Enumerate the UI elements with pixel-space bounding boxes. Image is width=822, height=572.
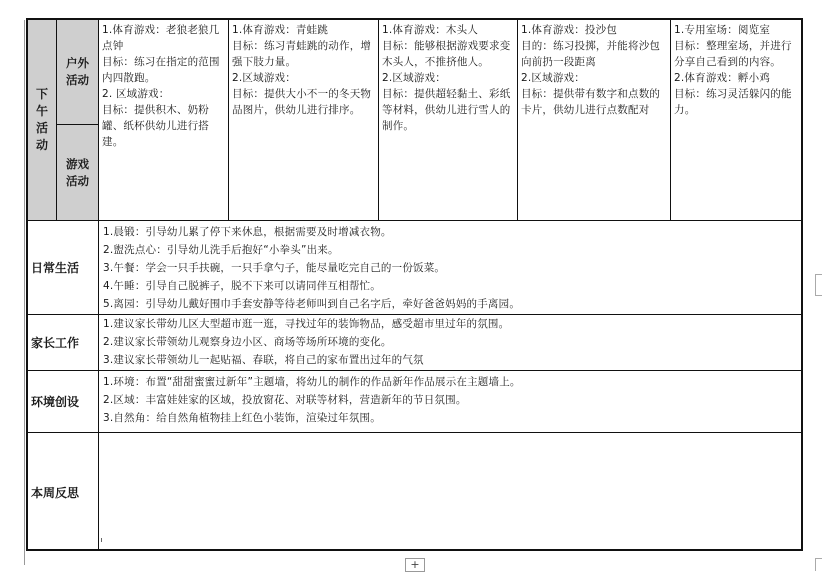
daily-life-item: 5.离园：引导幼儿戴好围巾手套安静等待老师叫到自己名字后，牵好爸爸妈妈的手离园。 xyxy=(103,298,521,310)
game-activities-header: 游戏 活动 xyxy=(56,124,98,220)
daily-life-item: 2.盥洗点心：引导幼儿洗手后抱好“小拳头”出来。 xyxy=(103,244,339,256)
reflection-content[interactable] xyxy=(98,432,803,551)
scroll-edge-marker xyxy=(815,274,822,296)
parent-work-item: 2.建议家长带领幼儿观察身边小区、商场等场所环境的变化。 xyxy=(103,336,392,348)
parent-work-content[interactable] xyxy=(98,314,803,370)
weekly-plan-table xyxy=(26,18,803,551)
afternoon-activities-header: 下 午 活 动 xyxy=(28,20,56,220)
daily-life-item: 4.午睡：引导自己脱裤子，脱不下来可以请同伴互相帮忙。 xyxy=(103,280,381,292)
reflection-header: 本周反思 xyxy=(28,432,98,551)
environment-item: 1.环境：布置“甜甜蜜蜜过新年”主题墙，将幼儿的制作的作品新年作品展示在主题墙上。 xyxy=(103,376,521,388)
afternoon-day-1-cell[interactable]: 1.体育游戏：老狼老狼几点钟 目标：练习在指定的范围内四散跑。 2. 区域游戏： 目标：提供积木、奶粉罐、纸杯供幼儿进行搭建。 xyxy=(98,20,228,220)
afternoon-day-3-cell[interactable]: 1.体育游戏：木头人 目标：能够根据游戏要求变木头人，不推挤他人。 2.区域游戏： 目标：提供超轻黏土、彩纸等材料，供幼儿进行雪人的制作。 xyxy=(378,20,517,220)
daily-life-item: 1.晨锻：引导幼儿累了停下来休息，根据需要及时增减衣物。 xyxy=(103,226,392,238)
page-corner-marker xyxy=(815,558,822,571)
afternoon-day-2-cell[interactable]: 1.体育游戏：青蛙跳 目标：练习青蛙跳的动作，增强下肢力量。 2.区域游戏： 目标：提供大小不一的冬天物品图片，供幼儿进行排序。 xyxy=(228,20,378,220)
outdoor-activities-header: 户外 活动 xyxy=(56,20,98,124)
environment-item: 2.区域：丰富娃娃家的区域，投放窗花、对联等材料，营造新年的节日氛围。 xyxy=(103,394,467,406)
page-margin-line xyxy=(24,20,25,565)
add-row-button[interactable]: + xyxy=(405,558,425,572)
afternoon-day-5-cell[interactable]: 1.专用室场：阅览室 目标：整理室场，并进行分享自己看到的内容。 2.体育游戏：孵小鸡 目标：练习灵活躲闪的能力。 xyxy=(670,20,803,220)
daily-life-header: 日常生活 xyxy=(28,220,98,314)
daily-life-item: 3.午餐：学会一只手扶碗，一只手拿勺子，能尽量吃完自己的一份饭菜。 xyxy=(103,262,446,274)
daily-life-content[interactable] xyxy=(98,220,803,314)
environment-header: 环境创设 xyxy=(28,370,98,432)
parent-work-item: 3.建议家长带领幼儿一起贴福、春联，将自己的家布置出过年的气氛 xyxy=(103,354,424,366)
environment-item: 3.自然角：给自然角植物挂上红色小装饰，渲染过年氛围。 xyxy=(103,412,381,424)
environment-content[interactable] xyxy=(98,370,803,432)
afternoon-day-4-cell[interactable]: 1.体育游戏：投沙包 目的：练习投掷，并能将沙包向前扔一段距离 2.区域游戏： 目标：提供带有数字和点数的卡片，供幼儿进行点数配对 xyxy=(517,20,670,220)
parent-work-header: 家长工作 xyxy=(28,314,98,370)
text-cursor-mark xyxy=(101,538,102,542)
parent-work-item: 1.建议家长带幼儿区大型超市逛一逛，寻找过年的装饰物品，感受超市里过年的氛围。 xyxy=(103,318,510,330)
